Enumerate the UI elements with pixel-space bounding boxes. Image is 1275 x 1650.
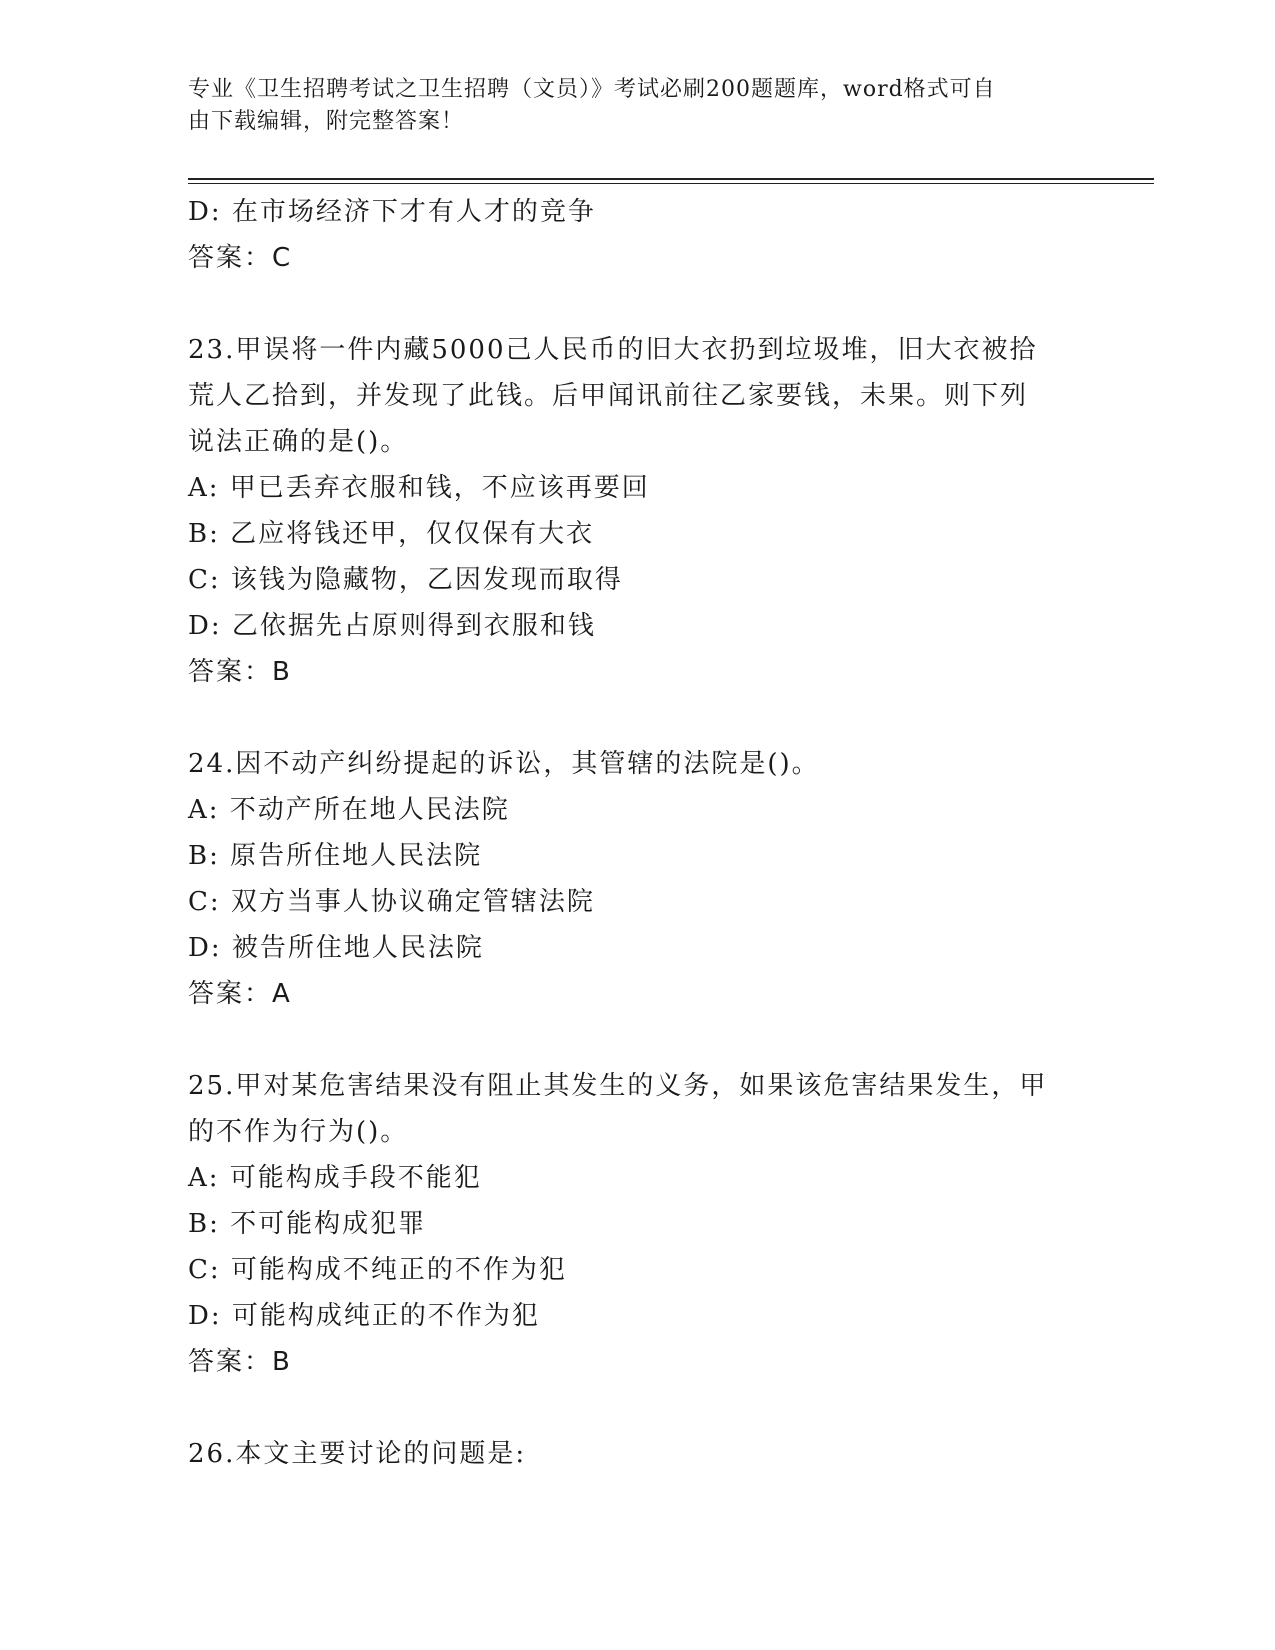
question-24 [188, 741, 1088, 1017]
question-list [188, 189, 1088, 1477]
option-d: D: 可能构成纯正的不作为犯 [188, 1301, 540, 1331]
document-header [188, 74, 1068, 138]
question-stem-line: 的不作为行为()。 [188, 1117, 409, 1147]
option-d: D: 在市场经济下才有人才的竞争 [188, 197, 596, 227]
question-stem-line: 23.甲误将一件内藏5000己人民币的旧大衣扔到垃圾堆，旧大衣被拾 [188, 335, 1038, 365]
option-c: C: 双方当事人协议确定管辖法院 [188, 887, 595, 917]
question-25 [188, 1063, 1088, 1385]
question-stem-line: 荒人乙拾到，并发现了此钱。后甲闻讯前往乙家要钱，未果。则下列 [188, 381, 1029, 411]
option-b: B: 乙应将钱还甲，仅仅保有大衣 [188, 519, 595, 549]
question-stem-line: 26.本文主要讨论的问题是: [188, 1439, 527, 1469]
question-23 [188, 327, 1088, 695]
option-c: C: 该钱为隐藏物，乙因发现而取得 [188, 565, 623, 595]
header-line-1: 专业《卫生招聘考试之卫生招聘（文员）》考试必刷200题题库，word格式可自 [188, 77, 996, 102]
question-stem-line: 25.甲对某危害结果没有阻止其发生的义务，如果该危害结果发生，甲 [188, 1071, 1048, 1101]
header-line-2: 由下载编辑，附完整答案！ [188, 109, 465, 134]
question-22-tail [188, 189, 1088, 281]
answer-line: 答案：B [188, 1347, 292, 1377]
option-d: D: 乙依据先占原则得到衣服和钱 [188, 611, 596, 641]
option-a: A: 不动产所在地人民法院 [188, 795, 510, 825]
option-c: C: 可能构成不纯正的不作为犯 [188, 1255, 567, 1285]
option-a: A: 甲已丢弃衣服和钱，不应该再要回 [188, 473, 650, 503]
header-divider-thin [188, 183, 1154, 184]
answer-line: 答案：A [188, 979, 292, 1009]
header-divider-thick [188, 178, 1154, 180]
question-stem-line: 24.因不动产纠纷提起的诉讼，其管辖的法院是()。 [188, 749, 820, 779]
option-b: B: 原告所住地人民法院 [188, 841, 483, 871]
answer-line: 答案：B [188, 657, 292, 687]
option-a: A: 可能构成手段不能犯 [188, 1163, 482, 1193]
question-26 [188, 1431, 1088, 1477]
answer-line: 答案：C [188, 243, 293, 273]
option-b: B: 不可能构成犯罪 [188, 1209, 427, 1239]
option-d: D: 被告所住地人民法院 [188, 933, 484, 963]
question-stem-line: 说法正确的是()。 [188, 427, 409, 457]
